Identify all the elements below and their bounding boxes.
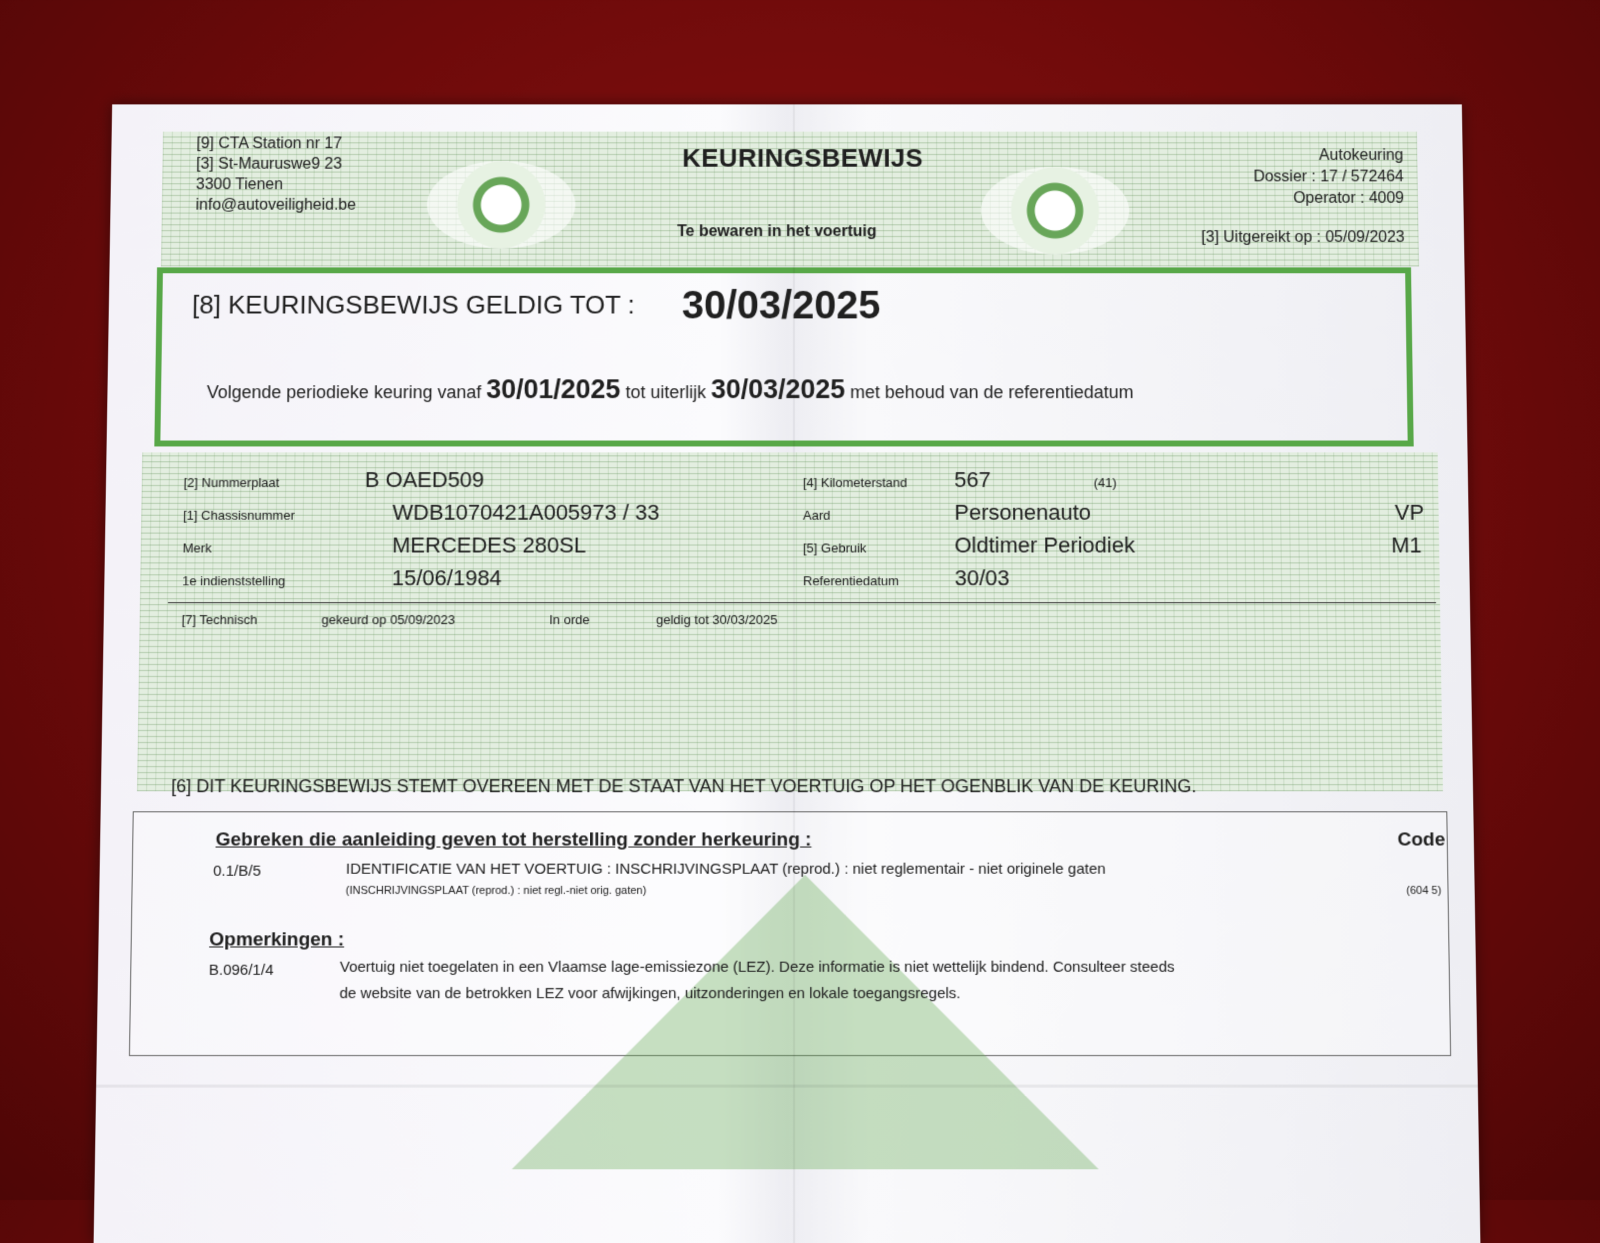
watermark-triangle [512, 875, 1099, 1170]
defects-heading: Gebreken die aanleiding geven tot herstelling zonder herkeuring : [215, 829, 812, 851]
mileage-label: [4] Kilometerstand [802, 475, 908, 490]
plate-label: [2] Nummerplaat [183, 475, 280, 490]
vehicle-separator [168, 602, 1436, 603]
kind-value: Personenauto [954, 499, 1091, 525]
station-email: info@autoveiligheid.be [195, 196, 357, 214]
issue-date: [3] Uitgereikt op : 05/09/2023 [1201, 229, 1405, 246]
chassis-label: [1] Chassisnummer [183, 507, 295, 523]
reference-date-label: Referentiedatum [802, 573, 899, 589]
next-prefix: Volgende periodieke keuring vanaf [206, 382, 482, 403]
first-registration-label: 1e indienststelling [182, 573, 286, 589]
kind-code: VP [1394, 499, 1425, 525]
header-autokeuring: Autokeuring [1318, 147, 1404, 164]
defect-reference: (604 5) [1406, 884, 1442, 897]
station-name: [9] CTA Station nr 17 [196, 135, 343, 153]
plate-value: B OAED509 [364, 467, 485, 492]
use-label: [5] Gebruik [802, 540, 867, 556]
remarks-heading: Opmerkingen : [209, 929, 345, 951]
mileage-value: 567 [954, 467, 991, 492]
technical-label: [7] Technisch [181, 612, 258, 628]
next-from-date: 30/01/2025 [486, 374, 621, 405]
station-street: [3] St-Mauruswe9 23 [196, 155, 343, 173]
use-code: M1 [1391, 532, 1422, 558]
kind-label: Aard [802, 507, 831, 523]
remark-text-line2: de website van de betrokken LEZ voor afwijkingen, uitzonderingen en lokale toegangsregels. [339, 984, 961, 1003]
paper-fold-vertical [793, 104, 795, 1243]
next-suffix: met behoud van de referentiedatum [850, 382, 1134, 403]
reference-date-value: 30/03 [954, 565, 1010, 591]
first-registration-value: 15/06/1984 [391, 565, 502, 591]
station-city: 3300 Tienen [195, 176, 284, 194]
use-value: Oldtimer Periodiek [954, 532, 1136, 558]
document-title: KEURINGSBEWIJS [682, 143, 924, 173]
conformity-statement: [6] DIT KEURINGSBEWIJS STEMT OVEREEN MET DE STAAT VAN HET VOERTUIG OP HET OGENBLIK VAN DE KEURING. [171, 776, 1197, 797]
validity-label: [8] KEURINGSBEWIJS GELDIG TOT : [191, 289, 635, 320]
chassis-value: WDB1070421A005973 / 33 [392, 499, 660, 525]
defects-code-header: Code [1397, 829, 1446, 851]
remark-code: B.096/1/4 [208, 961, 274, 979]
eye-logo-right [981, 167, 1130, 255]
document-subtitle: Te bewaren in het voertuig [677, 223, 877, 240]
eye-logo-left [427, 161, 576, 249]
defect-code: 0.1/B/5 [213, 862, 262, 880]
inspection-certificate [94, 104, 1481, 1243]
operator-number: Operator : 4009 [1293, 190, 1405, 207]
next-mid: tot uiterlijk [625, 382, 706, 403]
technical-valid: geldig tot 30/03/2025 [656, 612, 778, 628]
validity-date: 30/03/2025 [681, 284, 881, 328]
defect-subtext: (INSCHRIJVINGSPLAAT (reprod.) : niet regl.-niet orig. gaten) [345, 884, 647, 897]
brand-label: Merk [182, 540, 212, 556]
defect-text: IDENTIFICATIE VAN HET VOERTUIG : INSCHRIJVINGSPLAAT (reprod.) : niet reglementair - niet originele gaten [345, 860, 1106, 878]
next-to-date: 30/03/2025 [710, 374, 846, 405]
brand-value: MERCEDES 280SL [392, 532, 587, 558]
paper-fold-horizontal [96, 1085, 1478, 1088]
mileage-code: (41) [1093, 475, 1117, 490]
remark-text-line1: Voertuig niet toegelaten in een Vlaamse lage-emissiezone (LEZ). Deze informatie is niet wettelijk bindend. Consulteer steeds [339, 958, 1175, 976]
technical-status: In orde [549, 612, 590, 628]
dossier-number: Dossier : 17 / 572464 [1253, 168, 1404, 186]
next-inspection-line [207, 374, 1134, 405]
technical-inspected: gekeurd op 05/09/2023 [321, 612, 456, 628]
